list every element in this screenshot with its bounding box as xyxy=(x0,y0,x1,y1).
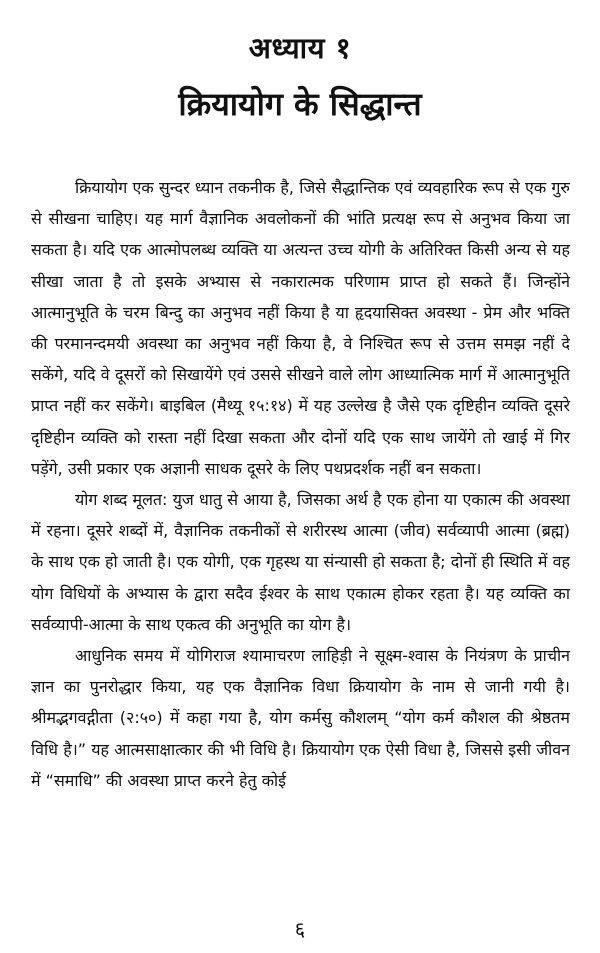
paragraph-2: योग शब्द मूलत: युज धातु से आया है, जिसका अर्थ है एक होना या एकात्म की अवस्था में रहना। दूसरे शब्दों में, वैज्ञानिक तकनीकों से शरीरस्थ आत्मा (जीव) सर्वव्यापी आत्मा (ब्रह्म) के साथ एक हो जाती है। एक योगी, एक गृहस्थ या संन्यासी हो सकता है; दोनों ही स्थिति में वह योग विधियों के अभ्यास के द्वारा सदैव ईश्वर के साथ एकात्म होकर रहता है। यह व्यक्ति का सर्वव्यापी-आत्मा के साथ एकत्व की अनुभूति का योग है। xyxy=(31,490,570,634)
chapter-number: अध्याय १ xyxy=(248,31,352,65)
chapter-title: क्रियायोग के सिद्धान्त xyxy=(178,85,422,123)
page-number: ६ xyxy=(294,917,306,941)
body-text xyxy=(31,172,570,796)
paragraph-1: क्रियायोग एक सुन्दर ध्यान तकनीक है, जिसे सैद्धान्तिक एवं व्यवहारिक रूप से एक गुरु से सीखना चाहिए। यह मार्ग वैज्ञानिक अवलोकनों की भांति प्रत्यक्ष रूप से अनुभव किया जा सकता है। यदि एक आत्मोपलब्ध व्यक्ति या अत्यन्त उच्च योगी के अतिरिक्त किसी अन्य से यह सीखा जाता है तो इसके अभ्यास से नकारात्मक परिणाम प्राप्त हो सकते हैं। जिन्होंने आत्मानुभूति के चरम बिन्दु का अनुभव नहीं किया है या हृदयासिक्त अवस्था - प्रेम और भक्ति की परमानन्दमयी अवस्था का अनुभव नहीं किया है, वे निश्चित रूप से उत्तम समझ नहीं दे सकेंगे, यदि वे दूसरों को सिखायेंगे एवं उससे सीखने वाले लोग आध्यात्मिक मार्ग में आत्मानुभूति प्राप्त नहीं कर सकेंगे। बाइबिल (मैथ्यू १५:१४) में यह उल्लेख है जैसे एक दृष्टिहीन व्यक्ति दूसरे दृष्टिहीन व्यक्ति को रास्ता नहीं दिखा सकता और दोनों यदि एक साथ जायेंगे तो खाई में गिर पड़ेंगे, उसी प्रकार एक अज्ञानी साधक दूसरे के लिए पथप्रदर्शक नहीं बन सकता। xyxy=(31,178,570,478)
paragraph-3: आधुनिक समय में योगिराज श्यामाचरण लाहिड़ी ने सूक्ष्म-श्वास के नियंत्रण के प्राचीन ज्ञान का पुनरोद्धार किया, यह एक वैज्ञानिक विधा क्रियायोग के नाम से जानी गयी है। श्रीमद्भगवद्गीता (२:५०) में कहा गया है, योग कर्मसु कौशलम् “योग कर्म कौशल की श्रेष्ठतम विधि है।” यह आत्मसाक्षात्कार की भी विधि है। क्रियायोग एक ऐसी विधा है, जिससे इसी जीवन में “समाधि” की अवस्था प्राप्त करने हेतु कोई xyxy=(31,646,570,790)
